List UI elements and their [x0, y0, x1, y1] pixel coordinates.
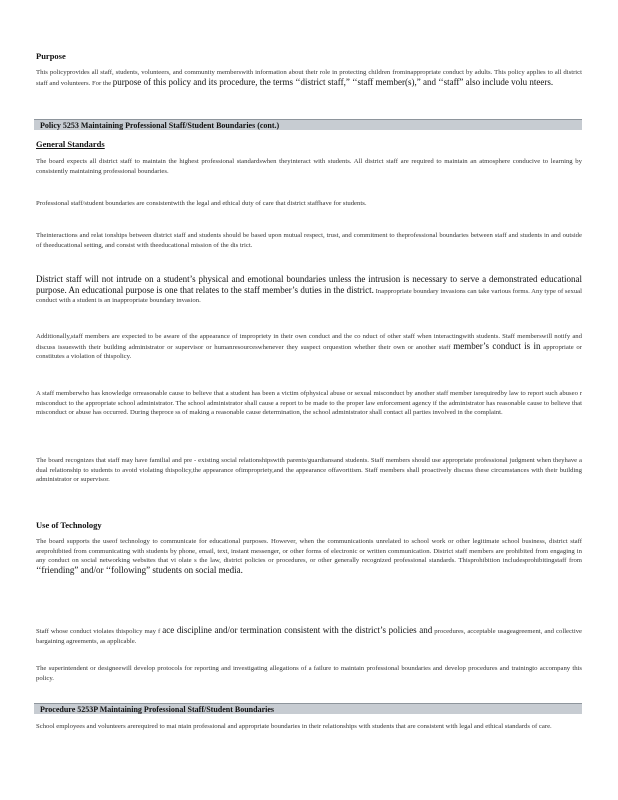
- policy-header-bar: Policy 5253 Maintaining Professional Staff/Student Boundaries (cont.): [34, 119, 582, 130]
- general-paragraph-3: Theinteractions and relat ionships between district staff and students should be based upon mutual respect, trust, and commitment to theprofessional boundaries between staff and students in and outside of theeducational setting, and consist with theeducational mission of the dis trict.: [36, 232, 582, 249]
- technology-paragraph-2: [36, 626, 582, 646]
- general-paragraph-5: [36, 332, 582, 362]
- discipline-text-large: ace discipline and/or termination consistent with the district’s policies and: [162, 625, 433, 635]
- purpose-text: This policyprovides all staff, students, volunteers, and community memberswith information about their role in protecting children frominappropriate conduct by adults. This policy applies to all district staff and volunteers. For the: [36, 69, 582, 87]
- technology-heading: Use of Technology: [36, 520, 102, 530]
- purpose-heading: Purpose: [36, 51, 66, 61]
- procedure-header-bar: Procedure 5253P Maintaining Professional Staff/Student Boundaries: [34, 703, 582, 714]
- procedure-paragraph-1: School employees and volunteers arerequired to mai ntain professional and appropriate boundaries in their relationships with students that are consistent with legal and ethical standards of care.: [36, 723, 552, 730]
- general-paragraph-2: Professional staff/student boundaries are consistentwith the legal and ethical duty of care that district staffhave for students.: [36, 200, 367, 207]
- impropriety-text: Additionally,staff members are expected to be aware of the appearance of impropriety in their own conduct and the co nduct of other staff when interactingwith students. Staff memberswill notify and discuss issueswith their building administrator or supervisor or humanresourceswhenever they suspect orquestion whether their own or another staff: [36, 333, 582, 351]
- technology-paragraph-1: [36, 537, 582, 576]
- boundary-invasion-text: Inappropriate boundary invasions can take various forms. Any type of sexual conduct with a student is an inappropriate boundary invasion.: [36, 287, 583, 305]
- general-paragraph-6: A staff memberwho has knowledge orreasonable cause to believe that a student has been a victim ofphysical abuse or sexual misconduct by another staff member isrequiredby law to report such abuseo r misconduct to the appropriate school administrator. The school administrator shall cause a report to be made to the proper law enforcement agency if the administrator has reasonable cause to believe that misconduct or abuse has occurred. During theproce ss of making a reasonable cause determination, the school administrator shall contact all parties involved in the complaint.: [36, 390, 582, 417]
- social-media-text: ‘‘friending” and/or ‘‘following” students on social media.: [36, 564, 243, 575]
- general-paragraph-7: The board recognizes that staff may have familial and pre - existing social relationshipswith parents/guardiansand students. Staff members should use appropriate professional judgment when theyhave a dual relationship to students to avoid violating thispolicy,the appearance ofimpropriety,and the appearance offavoritism. Staff members shall proactively discuss these circumstances with their building administrator or supervisor.: [36, 457, 582, 484]
- purpose-paragraph: [36, 68, 582, 88]
- discipline-text-tail: procedures, acceptable usageagreement, and collective bargaining agreements, as applicable.: [36, 628, 583, 645]
- technology-text: The board supports the useof technology to communicate for educational purposes. However, when the communicationis unrelated to school work or other legitimate school business, district staff areprohibited from communicating with students by phone, email, text, instant messenger, or other forms of electronic or written communication. District staff members are prohibited from engaging in any conduct on social networking websites that vi olate s the law, district policies or procedures, or other generally recognized professional standards. Thisprohibition includesprohibitingstaff from: [36, 538, 582, 565]
- intrusion-statement: District staff will not intrude on a student’s physical and emotional boundaries unless the intrusion is necessary to serve a demonstrated educational purpose. An educational purpose is one that relates to the staff member’s duties in the district.: [36, 274, 582, 295]
- impropriety-text-large: member’s conduct is in: [453, 340, 541, 351]
- impropriety-text-tail: appropriate or constitutes a violation of thispolicy.: [36, 343, 583, 361]
- purpose-text-large: purpose of this policy and its procedure, the terms ‘‘district staff,” ‘‘staff member(s),” and ‘‘staff” also include volu nteers.: [112, 76, 554, 87]
- technology-paragraph-3: The superintendent or designeewill develop protocols for reporting and investigating allegations of a failure to maintain professional boundaries and develop procedures and trainingto accompany this policy.: [36, 665, 582, 682]
- discipline-text: Staff whose conduct violates thispolicy may f: [36, 628, 161, 635]
- general-standards-heading: General Standards: [36, 139, 105, 149]
- general-paragraph-4: [36, 275, 582, 306]
- general-paragraph-1: The board expects all district staff to maintain the highest professional standardswhen theyinteract with students. All district staff are required to maintain an atmosphere conducive to learning by consistently maintaining professional boundaries.: [36, 158, 582, 175]
